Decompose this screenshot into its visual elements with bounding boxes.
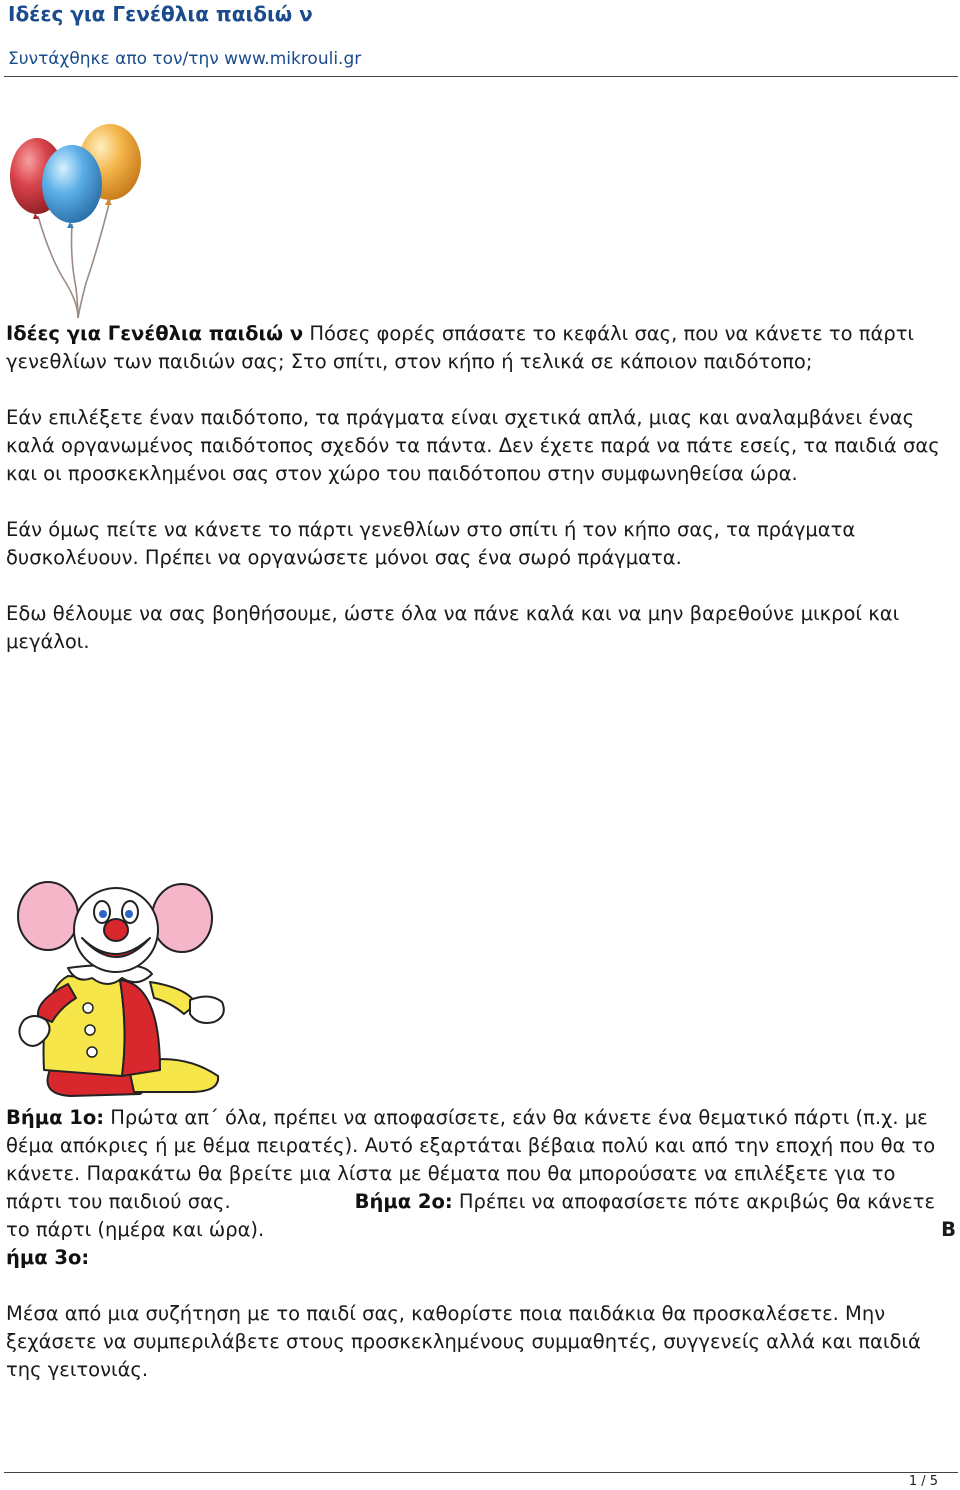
step-2-label: Βήμα 2ο: [354,1190,453,1213]
intro-title: Ιδέες για Γενέθλια παιδιώ ν [6,322,304,345]
step-3-paragraph: Μέσα από μια συζήτηση με το παιδί σας, καθορίστε ποια παιδάκια θα προσκαλέσετε. Μην ξεχάσετε να συμπεριλάβετε στους προσκεκλημένους συμμαθητές, συγγενείς αλλά και παιδιά της γειτονιάς. [6,1302,921,1381]
intro-text: Πόσες φορές σπάσατε το κεφάλι σας, που να κάνετε το πάρτι γενεθλίων των παιδιών σας; Στο σπίτι, στον κήπο ή τελικά σε κάποιον παιδότοπο; [6,322,915,373]
step-3-label-end: ήμα 3ο: [6,1246,90,1269]
balloons-image [6,118,148,320]
paragraph-1: Εάν επιλέξετε έναν παιδότοπο, τα πράγματα είναι σχετικά απλά, μιας και αναλαμβάνει ένας καλά οργανωμένος παιδότοπος σχεδόν τα πάντα. Δεν έχετε παρά να πάτε εσείς, τα παιδιά σας και οι προσκεκλημένοι σας στον χώρο του παιδότοπου στην συμφωνηθείσα ώρα. [6,406,940,485]
steps-paragraph [6,1104,956,1272]
step-2-text: Πρέπει να αποφασίσετε πότε ακριβώς θα κάνετε το πάρτι (ημέρα και ώρα). [6,1190,935,1241]
intro-paragraph [6,320,956,376]
document-title: Ιδέες για Γενέθλια παιδιώ ν [8,2,313,26]
document-author: Συντάχθηκε απο τον/την www.mikrouli.gr [8,49,362,69]
step-1-label: Βήμα 1ο: [6,1106,105,1129]
clown-image [10,880,232,1102]
header-divider [4,76,958,77]
paragraph-3: Εδω θέλουμε να σας βοηθήσουμε, ώστε όλα να πάνε καλά και να μην βαρεθούνε μικροί και μεγάλοι. [6,602,900,653]
footer-divider [4,1472,958,1473]
step-1-text: Πρώτα απ΄ όλα, πρέπει να αποφασίσετε, εάν θα κάνετε ένα θεματικό πάρτι (π.χ. με θέμα απόκριες ή με θέμα πειρατές). Αυτό εξαρτάται βέβαια πολύ και από την εποχή που θα το κάνετε. Παρακάτω θα βρείτε μια λίστα με θέματα που θα μπορούσατε να επιλέξετε για το πάρτι του παιδιού σας. [6,1106,936,1213]
step-3-label-start: Β [941,1218,956,1241]
page-number: 1 / 5 [908,1474,938,1489]
paragraph-2: Εάν όμως πείτε να κάνετε το πάρτι γενεθλίων στο σπίτι ή τον κήπο σας, τα πράγματα δυσκολέυουν. Πρέπει να οργανώσετε μόνοι σας ένα σωρό πράγματα. [6,518,856,569]
